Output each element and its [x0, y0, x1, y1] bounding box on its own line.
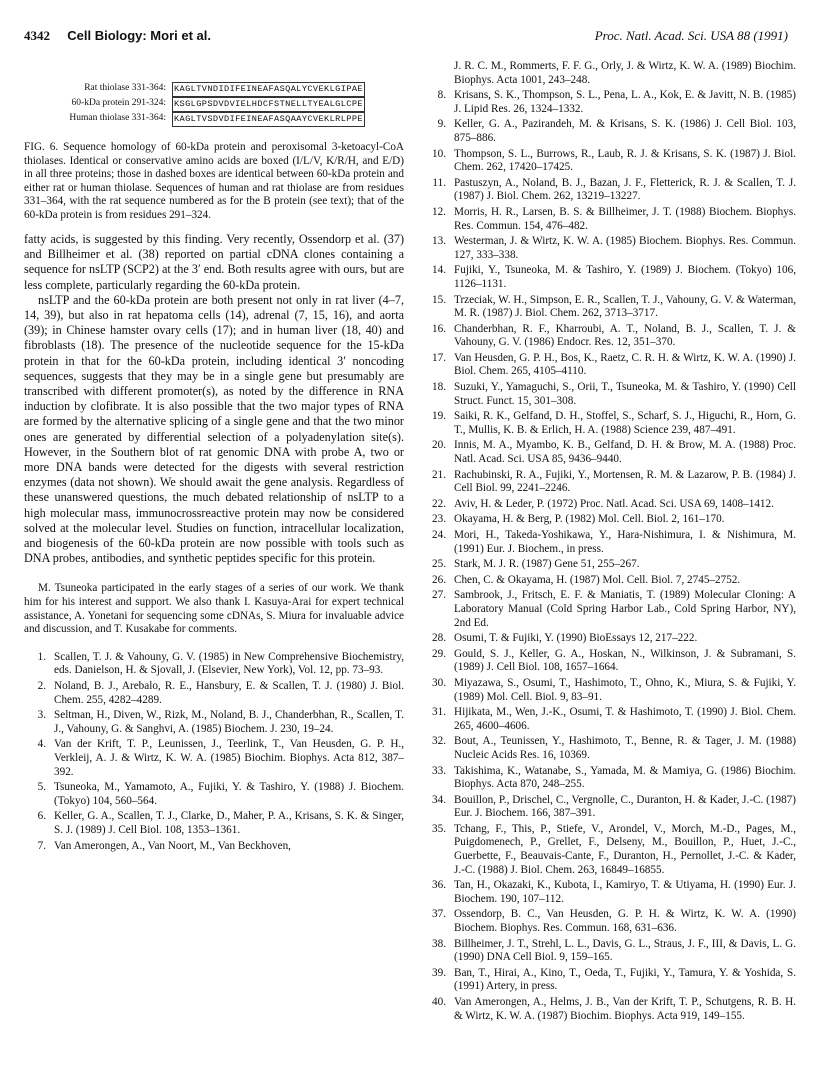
reference-text: Noland, B. J., Arebalo, R. E., Hansbury, E. & Scallen, T. J. (1980) J. Biol. Chem. 255, 4282–4289.	[54, 680, 404, 706]
sequence-text: KAGLTVSDVDIFEINEAFASQAAYCVEKLRLPPE	[172, 112, 365, 127]
reference-number: 14.	[432, 264, 446, 277]
reference-text: Westerman, J. & Wirtz, K. W. A. (1985) Biochem. Biophys. Res. Commun. 127, 333–338.	[454, 235, 796, 261]
reference-item	[24, 810, 404, 837]
reference-number: 10.	[432, 147, 446, 160]
reference-text: Van Amerongen, A., Van Noort, M., Van Beckhoven,	[54, 839, 291, 852]
reference-number: 8.	[437, 89, 446, 102]
reference-text: Sambrook, J., Fritsch, E. F. & Maniatis, T. (1989) Molecular Cloning: A Laboratory Manual (Cold Spring Harbor Lab., Cold Spring Harbor, NY), 2nd Ed.	[454, 589, 796, 629]
reference-number: 30.	[432, 676, 446, 689]
reference-item	[424, 352, 796, 379]
reference-item	[424, 794, 796, 821]
running-header-left	[24, 28, 211, 44]
reference-text: Stark, M. J. R. (1987) Gene 51, 255–267.	[454, 558, 640, 571]
reference-text: Keller, G. A., Pazirandeh, M. & Krisans, S. K. (1986) J. Cell Biol. 103, 875–886.	[454, 118, 796, 144]
page-number: 4342	[24, 28, 50, 43]
reference-text: Morris, H. R., Larsen, B. S. & Billheimer, J. T. (1988) Biochem. Biophys. Res. Commun. 154, 476–482.	[454, 205, 796, 232]
journal-citation: Proc. Natl. Acad. Sci. USA 88 (1991)	[594, 28, 788, 43]
reference-text: Van Amerongen, A., Helms, J. B., Van der Krift, T. P., Schutgens, R. B. H. & Wirtz, K. W. A. (1987) Biochim. Biophys. Acta 919, 149–155.	[454, 996, 796, 1022]
reference-item	[424, 677, 796, 704]
reference-number: 33.	[432, 764, 446, 777]
reference-number: 17.	[432, 351, 446, 364]
reference-item	[24, 680, 404, 707]
reference-text: Chanderbhan, R. F., Kharroubi, A. T., Noland, B. J., Scallen, T. J. & Vahouny, G. V. (1986) Endocr. Res. 12, 351–370.	[454, 322, 796, 349]
reference-item	[424, 148, 796, 175]
sequence-row	[36, 97, 404, 112]
reference-text: Saiki, R. K., Gelfand, D. H., Stoffel, S., Scharf, S. J., Higuchi, R., Horn, G. T., Mullis, K. B. & Erlich, H. A. (1988) Science 239, 487–491.	[454, 410, 796, 436]
reference-number: 4.	[37, 738, 46, 751]
reference-number: 11.	[432, 176, 446, 189]
reference-text: Bout, A., Teunissen, Y., Hashimoto, T., Benne, R. & Tager, J. M. (1988) Nucleic Acids Res. 16, 10369.	[454, 735, 796, 761]
reference-text: Tan, H., Okazaki, K., Kubota, I., Kamiryo, T. & Utiyama, H. (1990) Eur. J. Biochem. 190, 107–112.	[454, 879, 796, 905]
left-column	[24, 60, 404, 855]
reference-item	[424, 206, 796, 233]
sequence-row	[36, 112, 404, 127]
reference-number: 36.	[432, 879, 446, 892]
reference-number: 1.	[37, 650, 46, 663]
reference-item	[424, 558, 796, 572]
reference-number: 18.	[432, 381, 446, 394]
reference-item	[424, 498, 796, 512]
reference-number: 22.	[432, 497, 446, 510]
reference-number: 32.	[432, 735, 446, 748]
reference-text: Mori, H., Takeda-Yoshikawa, Y., Hara-Nishimura, I. & Nishimura, M. (1991) Eur. J. Biochem., in press.	[454, 529, 796, 555]
reference-number: 31.	[432, 706, 446, 719]
reference-item	[424, 513, 796, 527]
reference-item	[424, 938, 796, 965]
paragraph: nsLTP and the 60-kDa protein are both present not only in rat liver (4–7, 14, 39), but also in rat hepatoma cells (14), adrenal (7, 15, 16), and aorta (39); in Chinese hamster ovary cells (17); and in human liver (18, 40) and fibroblasts (18). The presence of the nucleotide sequence for the 15-kDa protein in that for the 60-kDa protein, including identical 3′ noncoding sequences, suggests that they may be in a single gene but presumably are transcribed with different promoter(s), as noted by the difference in RNA induction by clofibrate. It is also possible that the two major types of RNA are formed by the alternative splicing of a single gene and that the two minor ones are generated by differential selection of a polyadenylation site(s). However, in the Southern blot of rat genomic DNA with probe A, two or more DNA bands were detected for the digests with several restriction enzymes (data not shown). We should await the gene analysis. Regardless of these unanswered questions, the much debated relationship of nsLTP to a high molecular mass, immunocrossreactive protein may now be considered solved at the molecular level. Studies on function, intracellular localization, and biogenesis of the 60-kDa protein are now possible with tools such as DNA probes, antibodies, and synthetic peptides specific for this protein.	[24, 292, 404, 566]
reference-number: 2.	[37, 680, 46, 693]
reference-number: 21.	[432, 468, 446, 481]
reference-text: Osumi, T. & Fujiki, Y. (1990) BioEssays 12, 217–222.	[454, 632, 698, 645]
reference-number: 34.	[432, 793, 446, 806]
reference-number: 12.	[432, 205, 446, 218]
sequence-alignment-figure	[36, 82, 404, 127]
reference-item	[424, 529, 796, 556]
reference-text: Tchang, F., This, P., Stiefe, V., Arondel, V., Morch, M.-D., Pages, M., Puigdomenech, P., Grellet, F., Delseny, M., Bouillon, P., Huet, J.-C., Guerbette, F., Beauvais-Cante, F., Duranton, H., Pernollet, J.-C. & Kader, J.-C. (1988) J. Biol. Chem. 263, 16849–16855.	[454, 822, 796, 876]
right-column	[424, 60, 796, 1025]
reference-list-right	[424, 60, 796, 1023]
reference-text: Krisans, S. K., Thompson, S. L., Pena, L. A., Kok, E. & Javitt, N. B. (1985) J. Lipid Res. 26, 1324–1332.	[454, 89, 796, 115]
reference-number: 20.	[432, 439, 446, 452]
reference-text: Takishima, K., Watanabe, S., Yamada, M. & Mamiya, G. (1986) Biochim. Biophys. Acta 870, 248–255.	[454, 764, 796, 791]
reference-text: Keller, G. A., Scallen, T. J., Clarke, D., Maher, P. A., Krisans, S. K. & Singer, S. J. (1989) J. Cell Biol. 108, 1353–1361.	[54, 810, 404, 836]
reference-number: 38.	[432, 937, 446, 950]
reference-text: J. R. C. M., Rommerts, F. F. G., Orly, J. & Wirtz, K. W. A. (1989) Biochim. Biophys. Acta 1001, 243–248.	[454, 60, 796, 86]
reference-item	[24, 651, 404, 678]
reference-item	[424, 996, 796, 1023]
reference-text: Miyazawa, S., Osumi, T., Hashimoto, T., Ohno, K., Miura, S. & Fujiki, Y. (1989) Mol. Cell. Biol. 9, 83–91.	[454, 676, 796, 703]
reference-item	[424, 381, 796, 408]
reference-number: 35.	[432, 822, 446, 835]
figure-caption: FIG. 6. Sequence homology of 60-kDa protein and peroxisomal 3-ketoacyl-CoA thiolases. Identical or conservative amino acids are boxed (I/L/V, K/R/H, and E/D) in all three proteins; those in dashed boxes are identical between 60-kDa protein and either rat or human thiolase. Sequences of human and rat thiolase are from residues 331–364, with the rat sequence numbered as for the B protein (see text); that of the 60-kDa protein is from residues 291–324.	[24, 141, 404, 221]
reference-text: Ossendorp, B. C., Van Heusden, G. P. H. & Wirtz, K. W. A. (1990) Biochem. Biophys. Res. Commun. 168, 631–636.	[454, 908, 796, 935]
reference-item	[424, 908, 796, 935]
acknowledgments: M. Tsuneoka participated in the early stages of a series of our work. We thank him for his interest and support. We also thank I. Kasuya-Arai for expert technical assistance, A. Yonetani for sequencing some cDNAs, S. Miura for invaluable advice and discussion, and T. Kusakabe for comments.	[24, 582, 404, 636]
reference-text: Seltman, H., Diven, W., Rizk, M., Noland, B. J., Chanderbhan, R., Scallen, T. J., Vahouny, G. & Sanghvi, A. (1985) Biochem. J. 230, 19–24.	[54, 709, 404, 735]
reference-item	[24, 840, 404, 854]
reference-number: 3.	[37, 709, 46, 722]
reference-item	[424, 294, 796, 321]
reference-number: 37.	[432, 908, 446, 921]
reference-item	[424, 823, 796, 877]
reference-text: Trzeciak, W. H., Simpson, E. R., Scallen, T. J., Vahouny, G. V. & Waterman, M. R. (1987) J. Biol. Chem. 262, 3713–3717.	[454, 293, 796, 320]
reference-item	[24, 738, 404, 779]
reference-item	[424, 879, 796, 906]
reference-item	[424, 735, 796, 762]
reference-text: Fujiki, Y., Tsuneoka, M. & Tashiro, Y. (1989) J. Biochem. (Tokyo) 106, 1126–1131.	[454, 264, 796, 290]
reference-number: 26.	[432, 573, 446, 586]
reference-item	[424, 235, 796, 262]
reference-list-left	[24, 651, 404, 853]
reference-item	[424, 323, 796, 350]
sequence-label: 60-kDa protein 291-324:	[71, 98, 166, 108]
reference-text: Bouillon, P., Drischel, C., Vergnolle, C., Duranton, H. & Kader, J.-C. (1987) Eur. J. Biochem. 166, 387–391.	[454, 793, 796, 820]
reference-text: Ban, T., Hirai, A., Kino, T., Oeda, T., Fujiki, Y., Tamura, Y. & Yoshida, S. (1991) Artery, in press.	[454, 966, 796, 993]
reference-number: 19.	[432, 410, 446, 423]
reference-number: 24.	[432, 529, 446, 541]
reference-number: 6.	[37, 810, 46, 823]
reference-item	[24, 781, 404, 808]
reference-text: Thompson, S. L., Burrows, R., Laub, R. J. & Krisans, S. K. (1987) J. Biol. Chem. 262, 17420–17425.	[454, 147, 796, 174]
reference-item	[424, 589, 796, 630]
reference-number: 40.	[432, 996, 446, 1008]
reference-item	[424, 967, 796, 994]
reference-item	[424, 264, 796, 291]
reference-item	[24, 709, 404, 736]
reference-item	[424, 632, 796, 646]
reference-text: Gould, S. J., Keller, G. A., Hoskan, N., Wilkinson, J. & Subramani, S. (1989) J. Cell Biol. 108, 1657–1664.	[454, 647, 796, 674]
reference-number: 16.	[432, 322, 446, 335]
reference-text: Chen, C. & Okayama, H. (1987) Mol. Cell. Biol. 7, 2745–2752.	[454, 573, 741, 586]
reference-number: 7.	[37, 839, 46, 852]
reference-number: 13.	[432, 235, 446, 248]
reference-number: 23.	[432, 513, 446, 526]
reference-item	[424, 60, 796, 87]
sequence-label: Human thiolase 331-364:	[69, 113, 166, 123]
reference-text: Rachubinski, R. A., Fujiki, Y., Mortensen, R. M. & Lazarow, P. B. (1984) J. Cell Biol. 99, 2241–2246.	[454, 468, 796, 495]
reference-text: Pastuszyn, A., Noland, B. J., Bazan, J. F., Fletterick, R. J. & Scallen, T. J. (1987) J. Biol. Chem. 262, 13219–13227.	[454, 176, 796, 203]
section-title: Cell Biology: Mori et al.	[67, 28, 211, 43]
reference-text: Suzuki, Y., Yamaguchi, S., Orii, T., Tsuneoka, M. & Tashiro, Y. (1990) Cell Struct. Funct. 15, 301–308.	[454, 381, 796, 407]
reference-number: 5.	[37, 781, 46, 794]
reference-text: Billheimer, J. T., Strehl, L. L., Davis, G. L., Straus, J. F., III, & Davis, L. G. (1990) DNA Cell Biol. 9, 159–165.	[454, 937, 796, 964]
reference-number: 27.	[432, 589, 446, 602]
reference-text: Hijikata, M., Wen, J.-K., Osumi, T. & Hashimoto, T. (1990) J. Biol. Chem. 265, 4600–4606.	[454, 706, 796, 732]
reference-number: 39.	[432, 966, 446, 979]
reference-item	[424, 574, 796, 588]
reference-number: 28.	[432, 632, 446, 645]
sequence-label: Rat thiolase 331-364:	[84, 83, 166, 93]
reference-item	[424, 439, 796, 466]
reference-item	[424, 765, 796, 792]
sequence-text: KAGLTVNDIDIFEINEAFASQALYCVEKLGIPAE	[172, 82, 365, 97]
reference-text: Van Heusden, G. P. H., Bos, K., Raetz, C. R. H. & Wirtz, K. W. A. (1990) J. Biol. Chem. 265, 4105–4110.	[454, 351, 796, 378]
reference-number: 29.	[432, 647, 446, 660]
reference-item	[424, 648, 796, 675]
reference-text: Okayama, H. & Berg, P. (1982) Mol. Cell. Biol. 2, 161–170.	[454, 513, 725, 526]
sequence-row	[36, 82, 404, 97]
reference-text: Van der Krift, T. P., Leunissen, J., Teerlink, T., Van Heusden, G. P. H., Verkleij, A. J. & Wirtz, K. W. A. (1985) Biochim. Biophys. Acta 812, 387–392.	[54, 738, 404, 778]
reference-text: Aviv, H. & Leder, P. (1972) Proc. Natl. Acad. Sci. USA 69, 1408–1412.	[454, 497, 774, 510]
reference-text: Scallen, T. J. & Vahouny, G. V. (1985) in New Comprehensive Biochemistry, eds. Danielson, H. & Sjovall, J. (Elsevier, New York), Vol. 12, pp. 73–93.	[54, 650, 404, 677]
paragraph: fatty acids, is suggested by this finding. Very recently, Ossendorp et al. (37) and Billheimer et al. (38) reported on partial cDNA clones containing a sequence for nsLTP (SCP2) at the 3′ end. Both results agree with ours, but are less complete, particularly regarding the 60-kDa protein.	[24, 232, 404, 292]
reference-number: 25.	[432, 558, 446, 571]
discussion-text	[24, 232, 404, 566]
reference-number: 9.	[437, 118, 446, 131]
reference-item	[424, 177, 796, 204]
sequence-text: KSGLGPSDVDVIELHDCFSTNELLTYEALGLCPE	[172, 97, 365, 112]
reference-item	[424, 118, 796, 145]
reference-number: 15.	[432, 293, 446, 306]
reference-text: Innis, M. A., Myambo, K. B., Gelfand, D. H. & Brow, M. A. (1988) Proc. Natl. Acad. Sci. USA 85, 9436–9440.	[454, 439, 796, 466]
reference-item	[424, 706, 796, 733]
reference-text: Tsuneoka, M., Yamamoto, A., Fujiki, Y. & Tashiro, Y. (1988) J. Biochem. (Tokyo) 104, 560–564.	[54, 781, 404, 807]
reference-item	[424, 89, 796, 116]
reference-item	[424, 410, 796, 437]
reference-item	[424, 469, 796, 496]
